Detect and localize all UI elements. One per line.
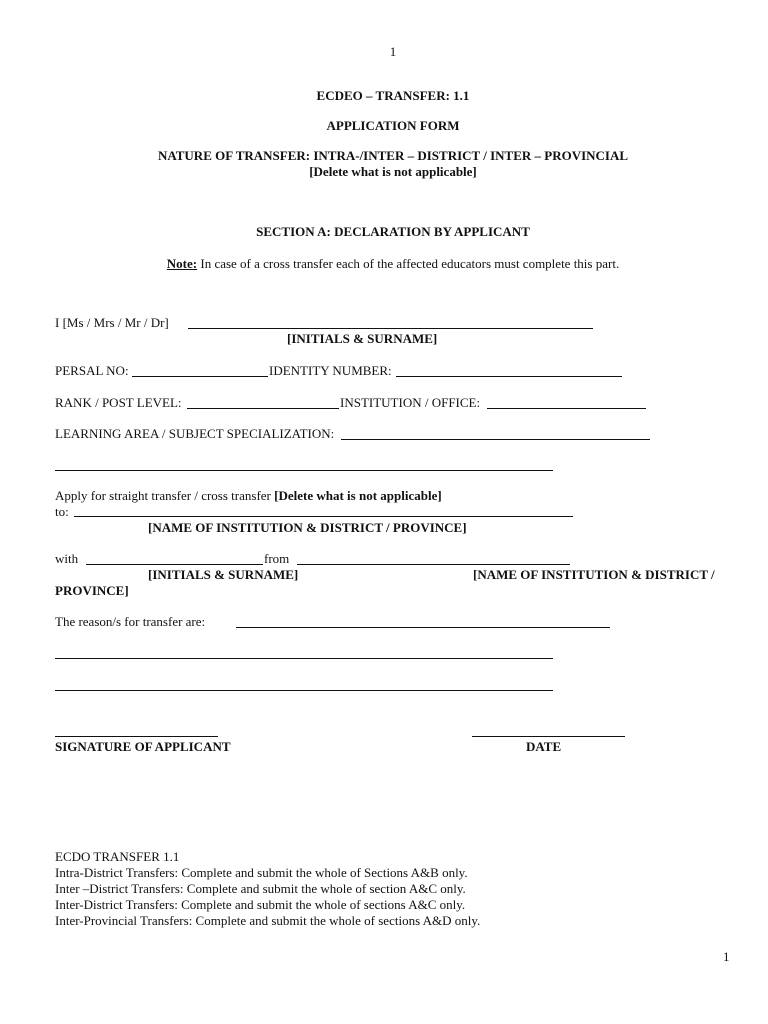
page-number-bottom: 1	[723, 949, 730, 964]
with-field[interactable]	[86, 564, 263, 565]
delete-note: [Delete what is not applicable]	[309, 164, 477, 179]
apply-line	[55, 488, 442, 503]
signature-field[interactable]	[55, 736, 218, 737]
initials-surname-field[interactable]	[188, 328, 593, 329]
form-code: ECDEO – TRANSFER: 1.1	[316, 88, 470, 103]
footer-note-line: Intra-District Transfers: Complete and submit the whole of Sections A&B only.	[55, 865, 468, 880]
rank-field[interactable]	[187, 408, 339, 409]
footer-code: ECDO TRANSFER 1.1	[55, 849, 180, 864]
with-label: with	[55, 551, 79, 566]
reason-label: The reason/s for transfer are:	[55, 614, 206, 629]
apply-delete-note: [Delete what is not applicable]	[274, 488, 442, 503]
reason-field-1[interactable]	[236, 627, 610, 628]
institution-label: INSTITUTION / OFFICE:	[340, 395, 481, 410]
from-field[interactable]	[297, 564, 570, 565]
date-label: DATE	[526, 739, 562, 754]
page-number-top: 1	[389, 44, 397, 59]
initials-surname-caption: [INITIALS & SURNAME]	[287, 331, 438, 346]
apply-text: Apply for straight transfer / cross transfer	[55, 488, 271, 503]
note-text: In case of a cross transfer each of the affected educators must complete this part.	[197, 256, 620, 271]
identity-label: IDENTITY NUMBER:	[269, 363, 392, 378]
to-caption: [NAME OF INSTITUTION & DISTRICT / PROVINCE]	[148, 520, 467, 535]
rank-label: RANK / POST LEVEL:	[55, 395, 182, 410]
footer-note-line: Inter-Provincial Transfers: Complete and submit the whole of sections A&D only.	[55, 913, 481, 928]
note-label: Note:	[166, 256, 198, 271]
section-a-note	[0, 256, 768, 271]
footer-note-line: Inter –District Transfers: Complete and submit the whole of section A&C only.	[55, 881, 466, 896]
persal-field[interactable]	[132, 376, 268, 377]
identity-field[interactable]	[396, 376, 622, 377]
with-caption: [INITIALS & SURNAME]	[148, 567, 299, 582]
learning-area-field[interactable]	[341, 439, 650, 440]
learning-area-extra-line[interactable]	[55, 470, 553, 471]
date-field[interactable]	[472, 736, 625, 737]
to-label: to:	[55, 504, 69, 519]
title-prefix-label: I [Ms / Mrs / Mr / Dr]	[55, 315, 169, 330]
section-a-title: SECTION A: DECLARATION BY APPLICANT	[256, 224, 530, 239]
to-field[interactable]	[74, 516, 573, 517]
learning-area-label: LEARNING AREA / SUBJECT SPECIALIZATION:	[55, 426, 335, 441]
from-caption-line1: [NAME OF INSTITUTION & DISTRICT /	[473, 567, 715, 582]
persal-label: PERSAL NO:	[55, 363, 129, 378]
institution-field[interactable]	[487, 408, 646, 409]
from-caption-line2: PROVINCE]	[55, 583, 129, 598]
reason-field-2[interactable]	[55, 658, 553, 659]
form-title: APPLICATION FORM	[326, 118, 460, 133]
from-label: from	[264, 551, 290, 566]
signature-label: SIGNATURE OF APPLICANT	[55, 739, 231, 754]
reason-field-3[interactable]	[55, 690, 553, 691]
nature-of-transfer: NATURE OF TRANSFER: INTRA-/INTER – DISTRICT / INTER – PROVINCIAL	[157, 148, 629, 163]
footer-note-line: Inter-District Transfers: Complete and submit the whole of sections A&C only.	[55, 897, 466, 912]
